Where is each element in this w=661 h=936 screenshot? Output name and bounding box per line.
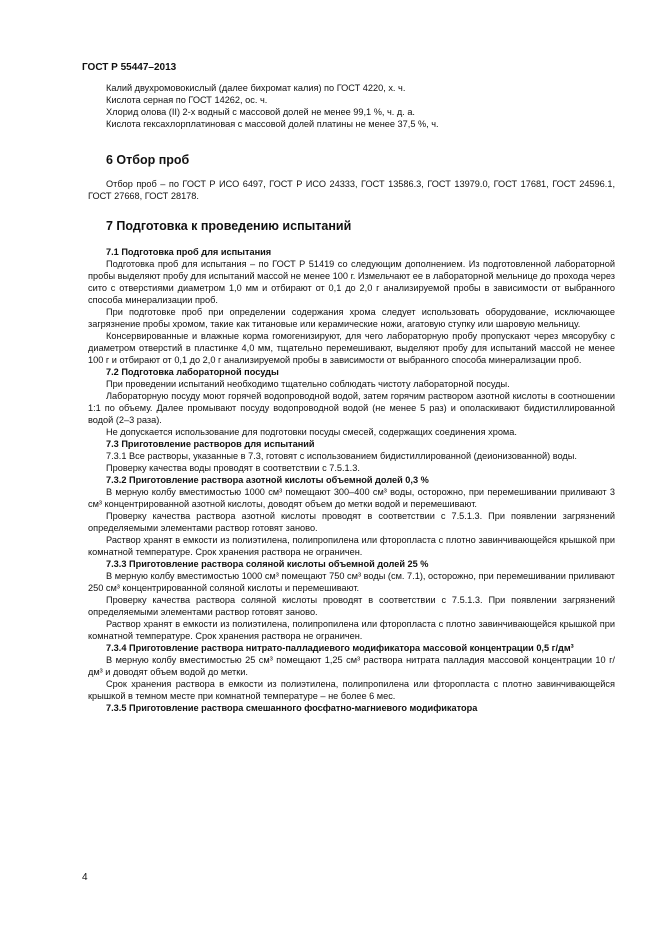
subsection-7-3-4-heading: 7.3.4 Приготовление раствора нитрато-палладиевого модификатора массовой концентрации 0,5 г/дм³	[106, 643, 574, 653]
section-7-heading: 7 Подготовка к проведению испытаний	[106, 219, 352, 233]
subsection-7-1-heading: 7.1 Подготовка проб для испытания	[106, 247, 272, 257]
paragraph: Проверку качества раствора соляной кислоты проводят в соответствии с 7.5.1.3. При появлении загрязнений определяемыми элементами раствор готовят заново.	[88, 595, 615, 617]
paragraph: При подготовке проб при определении содержания хрома следует использовать оборудование, исключающее загрязнение пробы хромом, такие как титановые или керамические ножи, агатовую ступку или шаровую мельницу.	[88, 307, 615, 329]
paragraph: Раствор хранят в емкости из полиэтилена, полипропилена или фторопласта с плотно завинчивающейся крышкой при комнатной температуре. Срок хранения раствора не ограничен.	[88, 535, 615, 557]
reagent-line: Калий двухромовокислый (далее бихромат калия) по ГОСТ 4220, х. ч.	[106, 83, 406, 93]
paragraph: При проведении испытаний необходимо тщательно соблюдать чистоту лабораторной посуды.	[106, 379, 510, 389]
paragraph: Срок хранения раствора в емкости из полиэтилена, полипропилена или фторопласта с плотно завинчивающейся крышкой в темном месте при комнатной температуре – не более 6 мес.	[88, 679, 615, 701]
subsection-7-3-3-heading: 7.3.3 Приготовление раствора соляной кислоты объемной долей 25 %	[106, 559, 429, 569]
paragraph: Консервированные и влажные корма гомогенизируют, для чего лабораторную пробу пропускают через мясорубку с диаметром отверстий в пластинке 4,0 мм, тщательно перемешивают, выделяют пробу для испытаний массой не менее 100 г и отбирают от 0,1 до 2,0 г анализируемой пробы в зависимости от выбранного способа минерализации проб.	[88, 331, 615, 365]
paragraph: В мерную колбу вместимостью 25 см³ помещают 1,25 см³ раствора нитрата палладия массовой концентрации 10 г/дм³ и доводят объем водой до метки.	[88, 655, 615, 677]
paragraph: В мерную колбу вместимостью 1000 см³ помещают 750 см³ воды (см. 7.1), осторожно, при перемешивании приливают 250 см³ концентрированной соляной кислоты и перемешивают.	[88, 571, 615, 593]
section-6-heading: 6 Отбор проб	[106, 153, 190, 167]
paragraph: В мерную колбу вместимостью 1000 см³ помещают 300–400 см³ воды, осторожно, при перемешивании приливают 3 см³ концентрированной азотной кислоты, доводят объем до метки водой и перемешивают.	[88, 487, 615, 509]
reagent-line: Кислота серная по ГОСТ 14262, ос. ч.	[106, 95, 268, 105]
section-6-text: Отбор проб – по ГОСТ Р ИСО 6497, ГОСТ Р ИСО 24333, ГОСТ 13586.3, ГОСТ 13979.0, ГОСТ 17681, ГОСТ 24596.1, ГОСТ 27668, ГОСТ 28178.	[88, 179, 615, 201]
paragraph: Не допускается использование для подготовки посуды смесей, содержащих соединения хрома.	[106, 427, 517, 437]
paragraph: Подготовка проб для испытания – по ГОСТ Р 51419 со следующим дополнением. Из подготовленной лабораторной пробы выделяют пробу для испытаний массой не менее 100 г. Измельчают ее в лабораторной мельнице до прохода через сито с отверстиями диаметром 1,0 мм и отбирают от 0,1 до 2,0 г анализируемой пробы в зависимости от выбранного способа минерализации проб.	[88, 259, 615, 305]
page-content	[88, 82, 615, 714]
paragraph: 7.3.1 Все растворы, указанные в 7.3, готовят с использованием бидистиллированной (деионизованной) воды.	[106, 451, 577, 461]
paragraph: Проверку качества воды проводят в соответствии с 7.5.1.3.	[106, 463, 360, 473]
paragraph: Проверку качества раствора азотной кислоты проводят в соответствии с 7.5.1.3. При появлении загрязнений определяемыми элементами раствор готовят заново.	[88, 511, 615, 533]
paragraph: Раствор хранят в емкости из полиэтилена, полипропилена или фторопласта с плотно завинчивающейся крышкой при комнатной температуре. Срок хранения раствора не ограничен.	[88, 619, 615, 641]
subsection-7-2-heading: 7.2 Подготовка лабораторной посуды	[106, 367, 279, 377]
subsection-7-3-5-heading: 7.3.5 Приготовление раствора смешанного фосфатно-магниевого модификатора	[106, 703, 478, 713]
standard-code: ГОСТ Р 55447–2013	[82, 62, 177, 73]
reagent-line: Кислота гексахлорплатиновая с массовой долей платины не менее 37,5 %, ч.	[106, 119, 439, 129]
subsection-7-3-heading: 7.3 Приготовление растворов для испытаний	[106, 439, 315, 449]
reagent-line: Хлорид олова (II) 2-х водный с массовой долей не менее 99,1 %, ч. д. а.	[106, 107, 415, 117]
subsection-7-3-2-heading: 7.3.2 Приготовление раствора азотной кислоты объемной долей 0,3 %	[106, 475, 429, 485]
page-number: 4	[82, 872, 88, 883]
paragraph: Лабораторную посуду моют горячей водопроводной водой, затем горячим раствором азотной кислоты в соотношении 1:1 по объему. Далее промывают посуду водопроводной водой (не менее 5 раз) и ополаскивают бидистиллированной водой (2–3 раза).	[88, 391, 615, 425]
